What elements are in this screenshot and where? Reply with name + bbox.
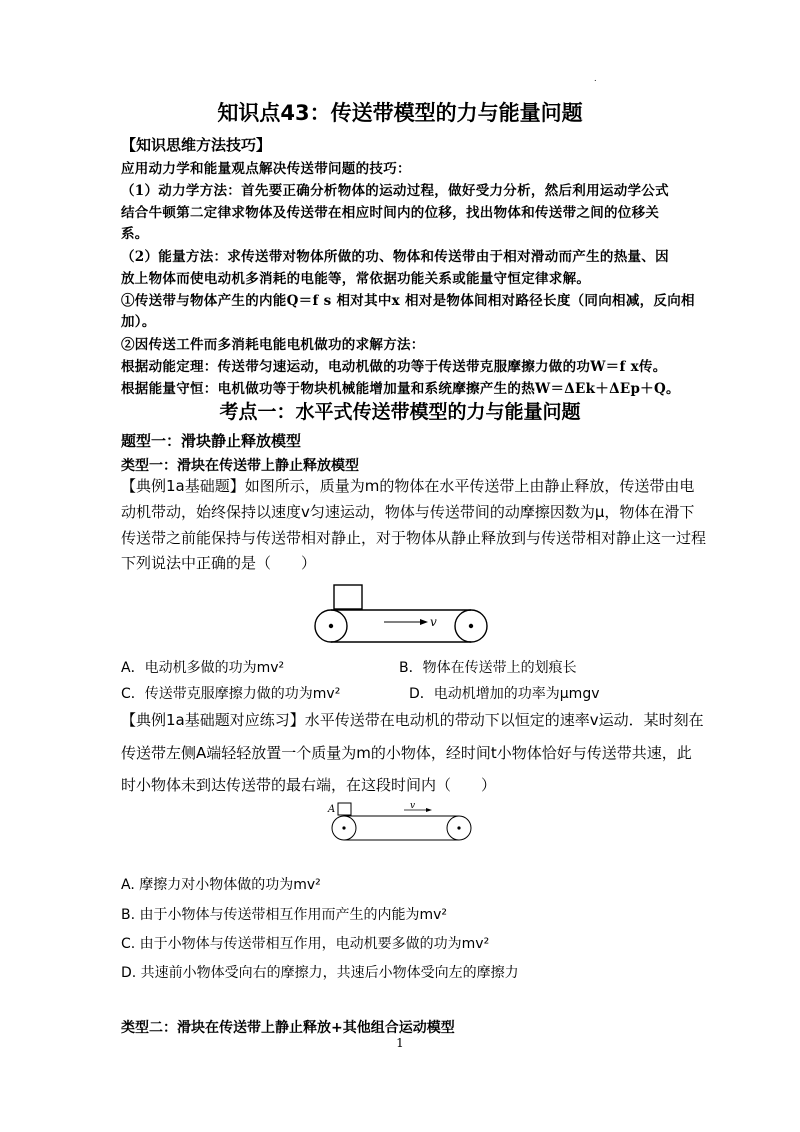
practice-option-d: D. 共速前小物体受向右的摩擦力，共速后小物体受向左的摩擦力 [121, 965, 519, 981]
example2-line: 时小物体未到达传送带的最右端，在这段时间内（ ） [121, 776, 497, 794]
page-number: 1 [396, 1036, 404, 1050]
type2-heading: 类型二：滑块在传送带上静止释放+其他组合运动模型 [121, 1020, 455, 1036]
practice-option-b: B. 由于小物体与传送带相互作用而产生的内能为mv² [121, 907, 448, 923]
practice-option-c: C. 由于小物体与传送带相互作用，电动机要多做的功为mv² [121, 936, 490, 952]
topic-heading: 题型一：滑块静止释放模型 [121, 432, 302, 450]
method-line: （1）动力学方法：首先要正确分析物体的运动过程，做好受力分析，然后利用运动学公式 [121, 183, 669, 199]
end-a-label: A [328, 804, 336, 815]
method-line: 根据能量守恒：电机做功等于物块机械能增加量和系统摩擦产生的热W＝ΔEk＋ΔEp＋Q。 [121, 381, 680, 397]
section-title: 考点一：水平式传送带模型的力与能量问题 [219, 401, 581, 423]
page-title: 知识点43：传送带模型的力与能量问题 [217, 101, 583, 125]
method-line: （2）能量方法：求传送带对物体所做的功、物体和传送带由于相对滑动而产生的热量、因 [121, 249, 669, 265]
corner-dot: . [594, 74, 597, 83]
example2-line: 【典例1a基础题对应练习】水平传送带在电动机的带动下以恒定的速率v运动．某时刻在 [121, 711, 704, 729]
option-b: B．物体在传送带上的划痕长 [399, 660, 577, 676]
example1-line: 动机带动，始终保持以速度v匀速运动，物体与传送带间的动摩擦因数为μ，物体在滑下 [121, 503, 695, 521]
method-line: ②因传送工件而多消耗电能电机做功的求解方法： [121, 337, 425, 353]
method-line: 系。 [121, 226, 149, 242]
option-c: C．传送带克服摩擦力做的功为mv² [121, 686, 341, 702]
method-line: 根据动能定理：传送带匀速运动，电动机做的功等于传送带克服摩擦力做的功W＝f x传。 [121, 359, 667, 375]
practice-option-a: A. 摩擦力对小物体做的功为mv² [121, 877, 321, 893]
example2-line: 传送带左侧A端轻轻放置一个质量为m的小物体，经时间t小物体恰好与传送带共速，此 [121, 744, 692, 762]
small-block-shape [338, 803, 351, 815]
method-line: 加）。 [121, 314, 156, 330]
conveyor-belt-figure-2 [326, 800, 476, 852]
block-shape [334, 585, 362, 609]
method-line: 应用动力学和能量观点解决传送带问题的技巧： [121, 161, 411, 177]
option-d: D．电动机增加的功率为μmgv [409, 686, 600, 702]
method-line: 结合牛顿第二定律求物体及传送带在相应时间内的位移，找出物体和传送带之间的位移关 [121, 205, 660, 221]
method-heading: 【知识思维方法技巧】 [121, 136, 272, 154]
conveyor-belt-figure-1 [312, 582, 494, 648]
method-line: ①传送带与物体产生的内能Q＝f s 相对其中x 相对是物体间相对路径长度（同向相减，反向相 [121, 293, 695, 309]
option-a: A．电动机多做的功为mv² [121, 660, 285, 676]
example1-line: 【典例1a基础题】如图所示，质量为m的物体在水平传送带上由静止释放，传送带由电 [121, 477, 695, 495]
velocity-label: v [430, 615, 437, 629]
example1-line: 下列说法中正确的是（ ） [121, 554, 317, 572]
velocity-label: v [410, 801, 416, 811]
type-heading: 类型一：滑块在传送带上静止释放模型 [121, 458, 359, 474]
example1-line: 传送带之前能保持与传送带相对静止，对于物体从静止释放到与传送带相对静止这一过程 [121, 529, 707, 547]
method-line: 放上物体而使电动机多消耗的电能等，常依据功能关系或能量守恒定律求解。 [121, 271, 591, 287]
